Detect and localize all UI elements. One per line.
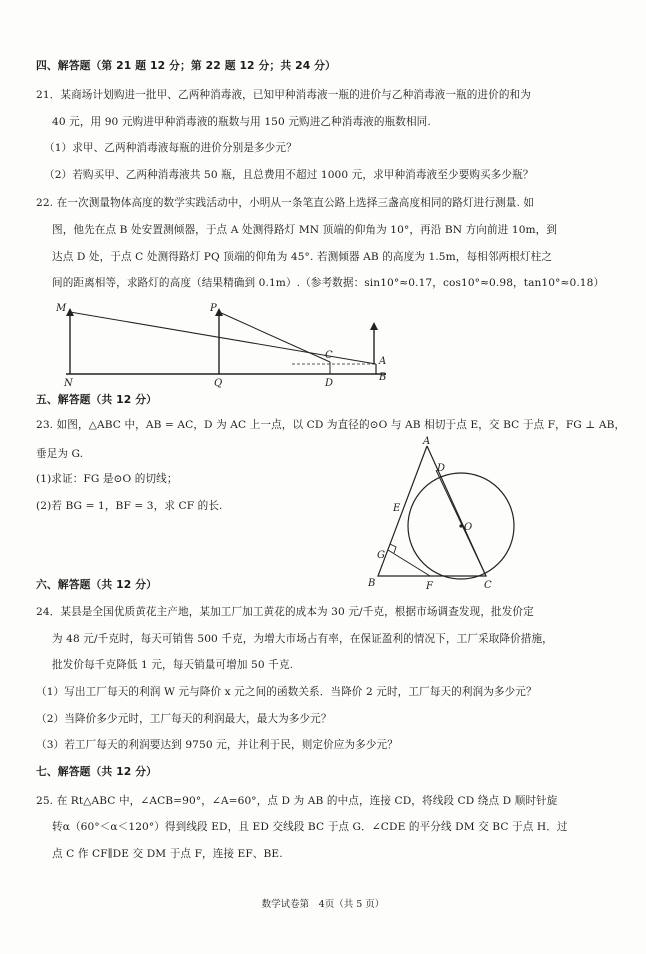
text-line: 为 48 元/千克时，每天可销售 500 千克，为增大市场占有率，在保证盈利的情况下，工厂采取降价措施，	[52, 633, 553, 645]
section-heading: 七、解答题（共 12 分）	[36, 765, 158, 778]
label-F: F	[426, 581, 433, 592]
text-line: 图，他先在点 B 处安置测倾器，于点 A 处测得路灯 MN 顶端的仰角为 10°，再沿 BN 方向前进 10m，到	[52, 224, 558, 236]
text-line: 40 元，用 90 元购进甲种消毒液的瓶数与用 150 元购进乙种消毒液的瓶数相同.	[52, 116, 431, 128]
label-B: B	[379, 372, 387, 383]
text-line: 间的距离相等，求路灯的高度（结果精确到 0.1m）.（参考数据：sin10°≈0.17，cos10°≈0.98，tan10°≈0.18）	[52, 277, 605, 289]
text-line: 22. 在一次测量物体高度的数学实践活动中，小明从一条笔直公路上选择三盏高度相同的路灯进行测量. 如	[36, 197, 535, 209]
text-line: (2)若 BG = 1，BF = 3，求 CF 的长.	[36, 500, 223, 512]
section-heading: 六、解答题（共 12 分）	[36, 578, 158, 591]
label-P: P	[210, 303, 217, 314]
label-D: D	[437, 463, 446, 474]
text-line: （1）写出工厂每天的利润 W 元与降价 x 元之间的函数关系．当降价 2 元时，工厂每天的利润为多少元？	[36, 686, 537, 698]
text-line: 批发价每千克降低 1 元，每天销量可增加 50 千克.	[52, 659, 294, 671]
text-line: 达点 D 处，于点 C 处测得路灯 PQ 顶端的仰角为 45°. 若测倾器 AB 的高度为 1.5m，每相邻两根灯柱之	[52, 251, 553, 263]
section-heading: 四、解答题（第 21 题 12 分；第 22 题 12 分；共 24 分）	[36, 59, 336, 72]
figure-22-streetlights	[52, 298, 397, 390]
text-line: 点 C 作 CF∥DE 交 DM 于点 F，连接 EF、BE.	[52, 848, 283, 860]
label-M: M	[56, 303, 67, 314]
label-Q: Q	[214, 378, 223, 389]
label-C: C	[484, 580, 492, 591]
label-B: B	[368, 578, 376, 589]
text-line: 25. 在 Rt△ABC 中，∠ACB=90°，∠A=60°，点 D 为 AB 的中点，连接 CD，将线段 CD 绕点 D 顺时针旋	[36, 795, 558, 807]
label-C: C	[325, 350, 333, 361]
label-A: A	[423, 436, 431, 447]
text-line: （3）若工厂每天的利润要达到 9750 元，并让利于民，则定价应为多少元？	[36, 739, 398, 751]
text-line: 21．某商场计划购进一批甲、乙两种消毒液，已知甲种消毒液一瓶的进价与乙种消毒液一瓶的进价的和为	[36, 89, 531, 101]
page-footer: 数学试卷第 4页（共 5 页）	[261, 899, 385, 910]
label-A: A	[379, 356, 387, 367]
text-line: （2）当降价多少元时，工厂每天的利润最大，最大为多少元？	[36, 713, 332, 725]
text-line: 垂足为 G.	[36, 448, 84, 460]
text-line: (1)求证：FG 是⊙O 的切线；	[36, 473, 178, 485]
text-line: 转α（60°＜α＜120°）得到线段 ED，且 ED 交线段 BC 于点 G．∠CDE 的平分线 DM 交 BC 于点 H．过	[52, 821, 568, 833]
text-line: 24．某县是全国优质黄花主产地，某加工厂加工黄花的成本为 30 元/千克，根据市场调查发现，批发价定	[36, 606, 534, 618]
label-D: D	[325, 378, 334, 389]
label-E: E	[393, 503, 401, 514]
text-line: （1）求甲、乙两种消毒液每瓶的进价分别是多少元？	[44, 142, 297, 154]
label-O: O	[464, 522, 473, 533]
text-line: （2）若购买甲、乙两种消毒液共 50 瓶，且总费用不超过 1000 元，求甲种消毒液至少要购买多少瓶？	[44, 169, 534, 181]
label-G: G	[377, 550, 385, 561]
text-line: 23. 如图，△ABC 中，AB = AC，D 为 AC 上一点，以 CD 为直径的⊙O 与 AB 相切于点 E，交 BC 于点 F，FG ⊥ AB，	[36, 419, 626, 431]
section-heading: 五、解答题（共 12 分）	[36, 393, 158, 406]
figure-23-circle-triangle	[360, 436, 535, 596]
label-N: N	[64, 378, 73, 389]
